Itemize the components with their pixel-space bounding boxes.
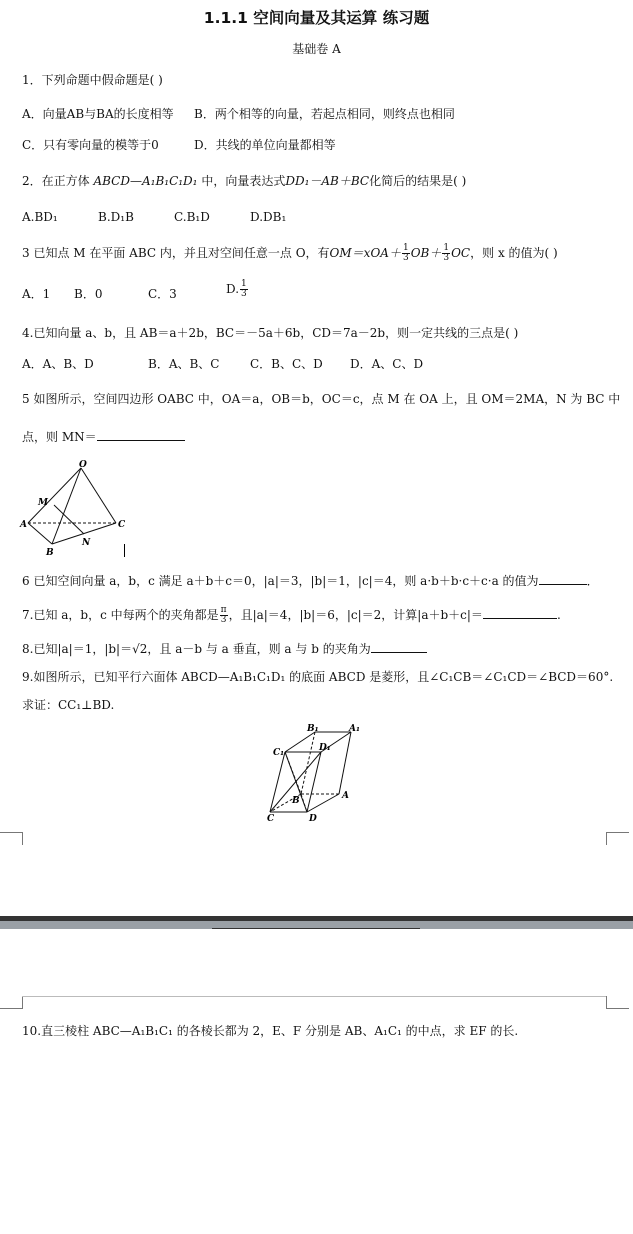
q5-label-o: O (79, 460, 87, 470)
q3-fraction-1: $\frac{1}{3}$ (402, 243, 409, 263)
q1-stem: 1．下列命题中假命题是( ) (22, 73, 163, 87)
q9-parallelepiped-figure (265, 722, 365, 822)
q3-option-d-fraction: $\frac{1}{3}$ (241, 279, 247, 299)
q3-expr-mid: OB＋ (410, 246, 442, 260)
q3-stem-pre: 3 已知点 M 在平面 ABC 内，并且对空间任意一点 O，有 (22, 246, 330, 260)
page-subtitle: 基础卷 A (292, 42, 341, 56)
q5-label-b: B (46, 548, 54, 558)
q4-option-d: D．A、C、D (350, 357, 424, 371)
q9-label-a1: A₁ (349, 724, 360, 734)
q2-solid: ABCD—A₁B₁C₁D₁ (93, 174, 198, 188)
q9-label-c1: C₁ (273, 748, 285, 758)
page-separator-line (212, 928, 420, 929)
q5-stem-line2: 点，则 MN＝ (22, 428, 185, 445)
q9-label-b: B (292, 796, 300, 806)
page-title: 1.1.1 空间向量及其运算 练习题 (203, 9, 430, 27)
q5-label-c: C (118, 520, 126, 530)
q3-fraction-2: $\frac{1}{3}$ (443, 243, 450, 263)
q3-option-b: B．0 (74, 287, 103, 301)
q2-expr: DD₁－AB＋BC (285, 174, 370, 188)
q5-label-n: N (82, 538, 91, 548)
q5-stem-line1: 5 如图所示，空间四边形 OABC 中，OA＝a，OB＝b，OC＝c，点 M 在 OA 上，且 OM＝2MA，N 为 BC 中 (22, 392, 621, 406)
q4-option-b: B．A、B、C (148, 357, 220, 371)
q3-expr-post: OC (451, 246, 471, 260)
page2-header-line (22, 996, 606, 997)
q9-label-d1: D₁ (319, 743, 331, 753)
q9-stem-line1: 9.如图所示，已知平行六面体 ABCD—A₁B₁C₁D₁ 的底面 ABCD 是菱形，且∠C₁CB＝∠C₁CD＝∠BCD＝60°. (22, 670, 614, 684)
q5-answer-blank[interactable] (97, 440, 185, 441)
q6-answer-blank[interactable] (539, 584, 587, 585)
q3-option-a: A．1 (22, 287, 51, 301)
q3-stem-post: ，则 x 的值为( ) (470, 246, 558, 260)
q9-label-a: A (342, 791, 349, 801)
q4-option-c: C．B、C、D (250, 357, 323, 371)
q9-label-c: C (267, 814, 275, 822)
q2-option-d: D.DB₁ (250, 210, 287, 224)
q3-option-c: C．3 (148, 287, 177, 301)
q5-label-m: M (38, 498, 48, 508)
q5-label-a: A (20, 520, 27, 530)
q9-label-b1: B₁ (307, 724, 319, 734)
page1-margin-corner-left (0, 832, 23, 845)
q2-stem-mid: 中，向量表达式 (197, 174, 286, 188)
q3-stem (22, 244, 558, 263)
q2-option-a: A.BD₁ (22, 210, 58, 224)
q4-stem: 4.已知向量 a、b，且 AB＝a＋2b，BC＝－5a＋6b，CD＝7a－2b，则一定共线的三点是( ) (22, 326, 519, 340)
q2-stem (22, 172, 466, 189)
page2-margin-corner-left (0, 996, 23, 1009)
q1-option-c: C．只有零向量的模等于0 (22, 138, 159, 152)
q7-fraction: $\frac{\pi}{3}$ (220, 605, 227, 625)
q4-option-a: A．A、B、D (22, 357, 94, 371)
q1-option-d: D．共线的单位向量都相等 (194, 138, 336, 152)
q9-label-d: D (309, 814, 317, 822)
q9-stem-line2: 求证：CC₁⊥BD. (22, 698, 115, 712)
q2-stem-pre: 2．在正方体 (22, 174, 94, 188)
q2-option-b: B.D₁B (98, 210, 134, 224)
q7-answer-blank[interactable] (483, 618, 557, 619)
q3-expr-pre: OM＝xOA＋ (329, 246, 401, 260)
q5-tetrahedron-figure (18, 456, 138, 558)
q8-answer-blank[interactable] (371, 652, 427, 653)
q1-option-b: B．两个相等的向量，若起点相同，则终点也相同 (194, 107, 455, 121)
q8-stem: 8.已知|a|＝1，|b|＝√2，且 a－b 与 a 垂直，则 a 与 b 的夹角为 (22, 640, 427, 657)
q1-option-a: A．向量AB与BA的长度相等 (22, 107, 174, 121)
q3-option-d: D. $\frac{1}{3}$ (226, 279, 247, 299)
q7-stem: 7.已知 a，b，c 中每两个的夹角都是 $\frac{\pi}{3}$ ，且|a|＝4，|b|＝6，|c|＝2，计算|a＋b＋c|＝ . (22, 605, 561, 625)
text-cursor (124, 544, 125, 557)
page1-margin-corner-right (606, 832, 629, 845)
q2-stem-post: 化简后的结果是( ) (369, 174, 467, 188)
q10-stem: 10.直三棱柱 ABC—A₁B₁C₁ 的各棱长都为 2，E、F 分别是 AB、A₁C₁ 的中点，求 EF 的长. (22, 1024, 519, 1038)
q2-option-c: C.B₁D (174, 210, 210, 224)
page2-margin-corner-right (606, 996, 629, 1009)
q6-stem: 6 已知空间向量 a，b，c 满足 a＋b＋c＝0，|a|＝3，|b|＝1，|c|＝4，则 a·b＋b·c＋c·a 的值为 ． (22, 574, 599, 588)
